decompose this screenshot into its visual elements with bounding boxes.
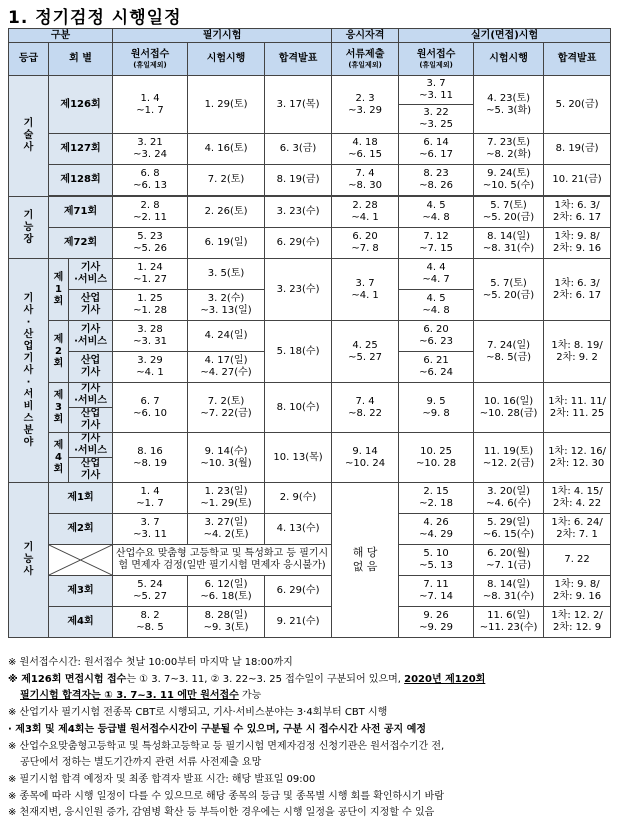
r128-docs: 7. 4 ~8. 30 <box>332 165 399 196</box>
n3-papp: 7. 11 ~7. 14 <box>399 576 474 607</box>
g3-sub1: 기사 ·서비스 <box>69 383 113 408</box>
r72-pexam: 8. 14(일) ~8. 31(수) <box>474 228 544 259</box>
n1-exam: 1. 23(일) ~1. 29(토) <box>188 483 265 514</box>
r128-result: 8. 19(금) <box>265 165 332 196</box>
n2-papp: 4. 26 ~4. 29 <box>399 514 474 545</box>
g1-sub2: 산업 기사 <box>69 290 113 321</box>
r127-pexam: 7. 23(토) ~8. 2(화) <box>474 134 544 165</box>
note-9: ※ 종목에 따라 시행 일정이 다를 수 있으므로 해당 종목의 등급 및 종목별 시행 회를 확인하시기 바람 <box>8 790 444 802</box>
gisa-round-3: 제 3 회 <box>49 383 69 433</box>
n2-result: 4. 13(수) <box>265 514 332 545</box>
g1-papp2: 4. 5 ~4. 8 <box>399 290 474 321</box>
header-docs-label: 서류제출 <box>345 49 385 60</box>
n1-pexam: 3. 20(일) ~4. 6(수) <box>474 483 544 514</box>
header-grade: 등급 <box>9 43 49 76</box>
n3-app: 5. 24 ~5. 27 <box>113 576 188 607</box>
n4-presult: 1차: 12. 2/ 2차: 12. 9 <box>544 607 611 638</box>
r71-pexam: 5. 7(토) ~5. 20(금) <box>474 197 544 228</box>
r127-presult: 8. 19(금) <box>544 134 611 165</box>
header-result: 합격발표 <box>265 43 332 76</box>
r71-exam: 2. 26(토) <box>188 197 265 228</box>
header-pexam: 시험시행 <box>474 43 544 76</box>
g2-sub2: 산업 기사 <box>69 352 113 383</box>
header-qual: 응시자격 <box>332 29 399 43</box>
n2-exam: 3. 27(일) ~4. 2(토) <box>188 514 265 545</box>
r127-docs: 4. 18 ~6. 15 <box>332 134 399 165</box>
r71-docs: 2. 28 ~4. 1 <box>332 197 399 228</box>
g4-sub2: 산업 기사 <box>69 458 113 483</box>
n2-presult: 1차: 6. 24/ 2차: 7. 1 <box>544 514 611 545</box>
note-1: ※ 원서접수시간: 원서접수 첫날 10:00부터 마지막 날 18:00까지 <box>8 657 293 668</box>
r71-result: 3. 23(수) <box>265 197 332 228</box>
n-docs-na: 해 당 없 음 <box>332 483 399 638</box>
nx-papp: 5. 10 ~5. 13 <box>399 545 474 576</box>
note-3-text: 가능 <box>238 690 262 702</box>
g1-pexam: 5. 7(토) ~5. 20(금) <box>474 259 544 321</box>
r128-pexam: 9. 24(토) ~10. 5(수) <box>474 165 544 196</box>
header-exam: 시험시행 <box>188 43 265 76</box>
schedule-table <box>8 28 611 638</box>
n-round-4: 제4회 <box>49 607 113 638</box>
gisa-round-4: 제 4 회 <box>49 433 69 483</box>
r126-app: 1. 4 ~1. 7 <box>113 76 188 134</box>
nx-pexam: 6. 20(월) ~7. 1(금) <box>474 545 544 576</box>
n-round-1: 제1회 <box>49 483 113 514</box>
n3-presult: 1차: 9. 8/ 2차: 9. 16 <box>544 576 611 607</box>
r127-exam: 4. 16(토) <box>188 134 265 165</box>
r72-result: 6. 29(수) <box>265 228 332 259</box>
r126-pexam: 4. 23(토) ~5. 3(화) <box>474 76 544 134</box>
round-127: 제127회 <box>49 134 113 165</box>
r126-result: 3. 17(목) <box>265 76 332 134</box>
r128-papp: 8. 23 ~8. 26 <box>399 165 474 196</box>
round-72: 제72회 <box>49 228 113 259</box>
r72-papp: 7. 12 ~7. 15 <box>399 228 474 259</box>
note-2-underline: 2020년 제120회 <box>404 673 486 685</box>
g4-result: 10. 13(목) <box>265 433 332 483</box>
g1-exam1: 3. 5(토) <box>188 259 265 290</box>
g1-app1: 1. 24 ~1. 27 <box>113 259 188 290</box>
n-round-3: 제3회 <box>49 576 113 607</box>
header-holiday: (휴일제외) <box>133 61 167 69</box>
header-presult: 합격발표 <box>544 43 611 76</box>
g1-docs: 3. 7 ~4. 1 <box>332 259 399 321</box>
note-3-underline: 필기시험 합격자는 ① 3. 7~3. 11 에만 원서접수 <box>20 690 239 702</box>
g4-sub1: 기사 ·서비스 <box>69 433 113 458</box>
header-app <box>113 43 188 76</box>
round-71: 제71회 <box>49 197 113 228</box>
g3-sub2: 산업 기사 <box>69 408 113 433</box>
note-2-bold: ※ 제126회 면접시험 접수 <box>8 673 127 685</box>
header-written: 필기시험 <box>113 29 332 43</box>
g2-papp2: 6. 21 ~6. 24 <box>399 352 474 383</box>
round-126: 제126회 <box>49 76 113 134</box>
header-docs <box>332 43 399 76</box>
header-round: 회 별 <box>49 43 113 76</box>
g2-pexam: 7. 24(일) ~8. 5(금) <box>474 321 544 383</box>
header-docs-note: (휴일제외) <box>348 61 382 69</box>
note-8: ※ 필기시험 합격 예정자 및 최종 합격자 발표 시간: 해당 발표일 09:00 <box>8 773 316 785</box>
note-7: 공단에서 정하는 별도기간까지 관련 서류 사전제출 요망 <box>20 757 262 769</box>
r72-exam: 6. 19(일) <box>188 228 265 259</box>
page-title: 1. 정기검정 시행일정 <box>8 8 182 28</box>
level-gisa: 기 사 · 산 업 기 사 · 서 비 스 분 야 <box>9 259 49 483</box>
r72-app: 5. 23 ~5. 26 <box>113 228 188 259</box>
n4-result: 9. 21(수) <box>265 607 332 638</box>
note-2-text: 는 ① 3. 7~3. 11, ② 3. 22~3. 25 접수일이 구분되어 있으며, <box>126 673 405 685</box>
round-128: 제128회 <box>49 165 113 196</box>
n4-exam: 8. 28(일) ~9. 3(토) <box>188 607 265 638</box>
g3-result: 8. 10(수) <box>265 383 332 433</box>
g2-app2: 3. 29 ~4. 1 <box>113 352 188 383</box>
level-gisulsa: 기 술 사 <box>9 76 49 197</box>
n-special-x-cell <box>49 545 113 576</box>
g4-pexam: 11. 19(토) ~12. 2(금) <box>474 433 544 483</box>
cross-out-icon <box>49 545 112 575</box>
g4-exam: 9. 14(수) ~10. 3(월) <box>188 433 265 483</box>
r128-presult: 10. 21(금) <box>544 165 611 196</box>
g2-presult: 1차: 8. 19/ 2차: 9. 2 <box>544 321 611 383</box>
r72-docs: 6. 20 ~7. 8 <box>332 228 399 259</box>
note-10: ※ 천재지변, 응시인원 증가, 감염병 확산 등 부득이한 경우에는 시행 일정을 공단이 지정할 수 있음 <box>8 807 435 819</box>
r126-papp1: 3. 7 ~3. 11 <box>399 76 474 105</box>
n4-pexam: 11. 6(일) ~11. 23(수) <box>474 607 544 638</box>
note-3 <box>8 688 612 705</box>
header-papp <box>399 43 474 76</box>
level-gineungjang: 기 능 장 <box>9 197 49 259</box>
g2-app1: 3. 28 ~3. 31 <box>113 321 188 352</box>
n3-exam: 6. 12(일) ~6. 18(토) <box>188 576 265 607</box>
g1-sub1: 기사 ·서비스 <box>69 259 113 290</box>
g2-exam2: 4. 17(일) ~4. 27(수) <box>188 352 265 383</box>
g4-presult: 1차: 12. 16/ 2차: 12. 30 <box>544 433 611 483</box>
n-special-note: 산업수요 맞춤형 고등학교 및 특성화고 등 필기시험 면제자 검정(일반 필기시험 면제자 응시불가) <box>113 545 332 576</box>
n2-app: 3. 7 ~3. 11 <box>113 514 188 545</box>
n2-pexam: 5. 29(일) ~6. 15(수) <box>474 514 544 545</box>
r126-docs: 2. 3 ~3. 29 <box>332 76 399 134</box>
r71-app: 2. 8 ~2. 11 <box>113 197 188 228</box>
n1-result: 2. 9(수) <box>265 483 332 514</box>
n1-presult: 1차: 4. 15/ 2차: 4. 22 <box>544 483 611 514</box>
r128-exam: 7. 2(토) <box>188 165 265 196</box>
r71-presult: 1차: 6. 3/ 2차: 6. 17 <box>544 197 611 228</box>
n1-papp: 2. 15 ~2. 18 <box>399 483 474 514</box>
g1-app2: 1. 25 ~1. 28 <box>113 290 188 321</box>
g1-presult: 1차: 6. 3/ 2차: 6. 17 <box>544 259 611 321</box>
g1-exam2: 3. 2(수) ~3. 13(일) <box>188 290 265 321</box>
g4-papp: 10. 25 ~10. 28 <box>399 433 474 483</box>
g3-pexam: 10. 16(일) ~10. 28(금) <box>474 383 544 433</box>
g2-papp1: 6. 20 ~6. 23 <box>399 321 474 352</box>
g4-docs: 9. 14 ~10. 24 <box>332 433 399 483</box>
n4-papp: 9. 26 ~9. 29 <box>399 607 474 638</box>
r72-presult: 1차: 9. 8/ 2차: 9. 16 <box>544 228 611 259</box>
header-app-label: 원서접수 <box>130 49 170 60</box>
g4-app: 8. 16 ~8. 19 <box>113 433 188 483</box>
g1-result: 3. 23(수) <box>265 259 332 321</box>
note-4: ※ 산업기사 필기시험 전종목 CBT로 시행되고, 기사·서비스분야는 3·4회부터 CBT 시행 <box>8 707 388 719</box>
r126-papp2: 3. 22 ~3. 25 <box>399 105 474 134</box>
n1-app: 1. 4 ~1. 7 <box>113 483 188 514</box>
r126-presult: 5. 20(금) <box>544 76 611 134</box>
g2-sub1: 기사 ·서비스 <box>69 321 113 352</box>
n3-pexam: 8. 14(일) ~8. 31(수) <box>474 576 544 607</box>
header-papp-holiday: (휴일제외) <box>419 61 453 69</box>
notes-section <box>8 655 612 822</box>
r127-papp: 6. 14 ~6. 17 <box>399 134 474 165</box>
g2-exam1: 4. 24(일) <box>188 321 265 352</box>
g3-exam: 7. 2(토) ~7. 22(금) <box>188 383 265 433</box>
r127-app: 3. 21 ~3. 24 <box>113 134 188 165</box>
r126-exam: 1. 29(토) <box>188 76 265 134</box>
note-5: · 제3회 및 제4회는 등급별 원서접수시간이 구분될 수 있으며, 구분 시 접수시간 사전 공지 예정 <box>8 723 427 735</box>
r128-app: 6. 8 ~6. 13 <box>113 165 188 196</box>
r127-result: 6. 3(금) <box>265 134 332 165</box>
note-2 <box>8 672 612 689</box>
g3-docs: 7. 4 ~8. 22 <box>332 383 399 433</box>
level-gineungsa: 기 능 사 <box>9 483 49 638</box>
header-gubun: 구분 <box>9 29 113 43</box>
header-papp-label: 원서접수 <box>416 49 456 60</box>
note-6: ※ 산업수요맞춤형고등학교 및 특성화고등학교 등 필기시험 면제자검정 신청기관은 원서접수기간 전, <box>8 740 445 752</box>
n3-result: 6. 29(수) <box>265 576 332 607</box>
g1-papp1: 4. 4 ~4. 7 <box>399 259 474 290</box>
g3-papp: 9. 5 ~9. 8 <box>399 383 474 433</box>
gisa-round-1: 제 1 회 <box>49 259 69 321</box>
nx-presult: 7. 22 <box>544 545 611 576</box>
g3-presult: 1차: 11. 11/ 2차: 11. 25 <box>544 383 611 433</box>
g2-docs: 4. 25 ~5. 27 <box>332 321 399 383</box>
g3-app: 6. 7 ~6. 10 <box>113 383 188 433</box>
n-round-2: 제2회 <box>49 514 113 545</box>
n4-app: 8. 2 ~8. 5 <box>113 607 188 638</box>
header-practical: 실기(면접)시험 <box>399 29 611 43</box>
gisa-round-2: 제 2 회 <box>49 321 69 383</box>
g2-result: 5. 18(수) <box>265 321 332 383</box>
r71-papp: 4. 5 ~4. 8 <box>399 197 474 228</box>
